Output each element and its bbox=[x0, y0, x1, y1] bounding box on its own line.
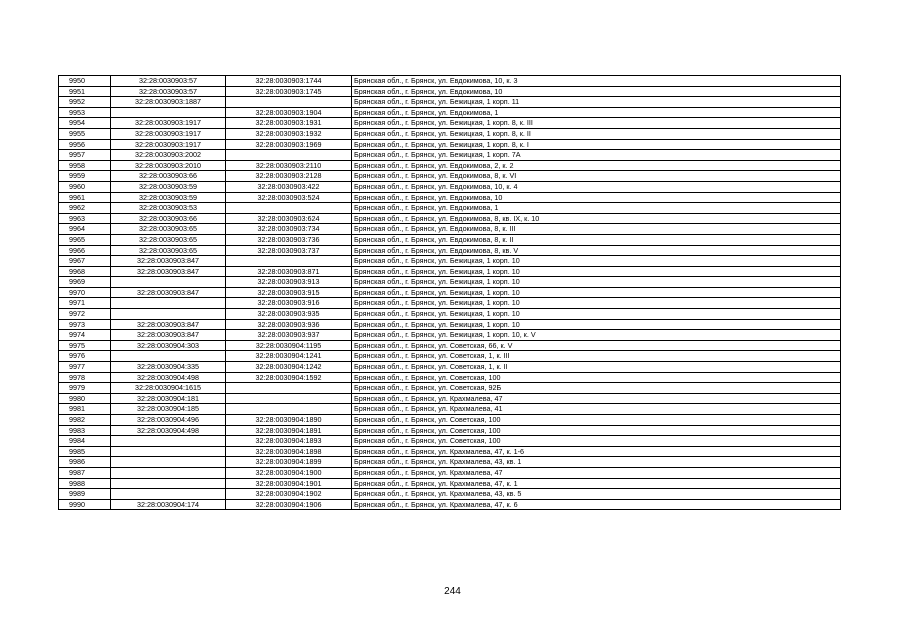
table-row bbox=[59, 171, 841, 182]
object-cadastral-number-cell: 32:28:0030903:737 bbox=[226, 245, 352, 256]
object-cadastral-number-cell: 32:28:0030903:524 bbox=[226, 192, 352, 203]
cadastral-number-cell: 32:28:0030903:57 bbox=[111, 76, 226, 87]
address-cell: Брянская обл., г. Брянск, ул. Евдокимова, 10, к. 4 bbox=[352, 181, 841, 192]
table-row bbox=[59, 478, 841, 489]
table-row bbox=[59, 362, 841, 373]
cadastral-number-cell bbox=[111, 298, 226, 309]
table-row bbox=[59, 203, 841, 214]
address-cell: Брянская обл., г. Брянск, ул. Евдокимова, 8, к. VI bbox=[352, 171, 841, 182]
object-cadastral-number-cell: 32:28:0030903:916 bbox=[226, 298, 352, 309]
row-number-cell: 9953 bbox=[59, 107, 111, 118]
row-number-cell: 9974 bbox=[59, 330, 111, 341]
object-cadastral-number-cell: 32:28:0030903:936 bbox=[226, 319, 352, 330]
object-cadastral-number-cell: 32:28:0030904:1899 bbox=[226, 457, 352, 468]
address-cell: Брянская обл., г. Брянск, ул. Евдокимова, 8, кв. V bbox=[352, 245, 841, 256]
row-number-cell: 9983 bbox=[59, 425, 111, 436]
table-row bbox=[59, 224, 841, 235]
address-cell: Брянская обл., г. Брянск, ул. Евдокимова, 1 bbox=[352, 107, 841, 118]
cadastral-number-cell: 32:28:0030903:1887 bbox=[111, 97, 226, 108]
row-number-cell: 9956 bbox=[59, 139, 111, 150]
row-number-cell: 9955 bbox=[59, 128, 111, 139]
object-cadastral-number-cell: 32:28:0030904:1898 bbox=[226, 446, 352, 457]
object-cadastral-number-cell: 32:28:0030903:1904 bbox=[226, 107, 352, 118]
table-row bbox=[59, 76, 841, 87]
row-number-cell: 9971 bbox=[59, 298, 111, 309]
cadastral-number-cell bbox=[111, 309, 226, 320]
object-cadastral-number-cell: 32:28:0030903:915 bbox=[226, 287, 352, 298]
row-number-cell: 9964 bbox=[59, 224, 111, 235]
table-row bbox=[59, 351, 841, 362]
address-cell: Брянская обл., г. Брянск, ул. Советская, 66, к. V bbox=[352, 340, 841, 351]
cadastral-number-cell bbox=[111, 351, 226, 362]
object-cadastral-number-cell: 32:28:0030903:422 bbox=[226, 181, 352, 192]
address-cell: Брянская обл., г. Брянск, ул. Евдокимова, 1 bbox=[352, 203, 841, 214]
address-cell: Брянская обл., г. Брянск, ул. Крахмалева, 43, кв. 1 bbox=[352, 457, 841, 468]
cadastral-number-cell: 32:28:0030903:57 bbox=[111, 86, 226, 97]
records-table bbox=[58, 75, 841, 510]
table-row bbox=[59, 234, 841, 245]
table-row bbox=[59, 393, 841, 404]
table-row bbox=[59, 213, 841, 224]
cadastral-number-cell: 32:28:0030904:1615 bbox=[111, 383, 226, 394]
row-number-cell: 9965 bbox=[59, 234, 111, 245]
object-cadastral-number-cell bbox=[226, 383, 352, 394]
object-cadastral-number-cell: 32:28:0030904:1902 bbox=[226, 489, 352, 500]
object-cadastral-number-cell: 32:28:0030903:913 bbox=[226, 277, 352, 288]
table-row bbox=[59, 192, 841, 203]
table-row bbox=[59, 298, 841, 309]
cadastral-number-cell: 32:28:0030903:65 bbox=[111, 234, 226, 245]
cadastral-number-cell: 32:28:0030904:174 bbox=[111, 499, 226, 510]
cadastral-number-cell: 32:28:0030903:1917 bbox=[111, 139, 226, 150]
address-cell: Брянская обл., г. Брянск, ул. Бежицкая, 1 корп. 7А bbox=[352, 150, 841, 161]
object-cadastral-number-cell: 32:28:0030903:2110 bbox=[226, 160, 352, 171]
row-number-cell: 9959 bbox=[59, 171, 111, 182]
object-cadastral-number-cell: 32:28:0030903:736 bbox=[226, 234, 352, 245]
table-row bbox=[59, 245, 841, 256]
cadastral-number-cell bbox=[111, 489, 226, 500]
address-cell: Брянская обл., г. Брянск, ул. Евдокимова, 8, кв. IX, к. 10 bbox=[352, 213, 841, 224]
table-row bbox=[59, 287, 841, 298]
cadastral-number-cell: 32:28:0030903:65 bbox=[111, 245, 226, 256]
object-cadastral-number-cell: 32:28:0030904:1891 bbox=[226, 425, 352, 436]
object-cadastral-number-cell bbox=[226, 97, 352, 108]
row-number-cell: 9988 bbox=[59, 478, 111, 489]
row-number-cell: 9977 bbox=[59, 362, 111, 373]
row-number-cell: 9985 bbox=[59, 446, 111, 457]
address-cell: Брянская обл., г. Брянск, ул. Советская, 100 bbox=[352, 372, 841, 383]
table-row bbox=[59, 86, 841, 97]
table-row bbox=[59, 150, 841, 161]
table-row bbox=[59, 467, 841, 478]
address-cell: Брянская обл., г. Брянск, ул. Крахмалева, 47, к. 1-6 bbox=[352, 446, 841, 457]
object-cadastral-number-cell bbox=[226, 404, 352, 415]
row-number-cell: 9976 bbox=[59, 351, 111, 362]
table-row bbox=[59, 97, 841, 108]
table-row bbox=[59, 404, 841, 415]
object-cadastral-number-cell: 32:28:0030903:1745 bbox=[226, 86, 352, 97]
cadastral-number-cell: 32:28:0030904:496 bbox=[111, 415, 226, 426]
address-cell: Брянская обл., г. Брянск, ул. Крахмалева, 43, кв. 5 bbox=[352, 489, 841, 500]
cadastral-number-cell bbox=[111, 107, 226, 118]
records-table-body bbox=[59, 76, 841, 510]
cadastral-number-cell: 32:28:0030903:53 bbox=[111, 203, 226, 214]
address-cell: Брянская обл., г. Брянск, ул. Бежицкая, 1 корп. 10 bbox=[352, 266, 841, 277]
table-row bbox=[59, 181, 841, 192]
cadastral-number-cell: 32:28:0030903:847 bbox=[111, 266, 226, 277]
address-cell: Брянская обл., г. Брянск, ул. Евдокимова, 10, к. 3 bbox=[352, 76, 841, 87]
cadastral-number-cell: 32:28:0030904:498 bbox=[111, 425, 226, 436]
object-cadastral-number-cell: 32:28:0030904:1195 bbox=[226, 340, 352, 351]
row-number-cell: 9968 bbox=[59, 266, 111, 277]
table-row bbox=[59, 266, 841, 277]
address-cell: Брянская обл., г. Брянск, ул. Крахмалева, 41 bbox=[352, 404, 841, 415]
page-number: 244 bbox=[444, 586, 461, 597]
object-cadastral-number-cell: 32:28:0030903:871 bbox=[226, 266, 352, 277]
object-cadastral-number-cell: 32:28:0030903:1931 bbox=[226, 118, 352, 129]
row-number-cell: 9951 bbox=[59, 86, 111, 97]
table-row bbox=[59, 118, 841, 129]
row-number-cell: 9963 bbox=[59, 213, 111, 224]
row-number-cell: 9962 bbox=[59, 203, 111, 214]
cadastral-number-cell: 32:28:0030903:59 bbox=[111, 192, 226, 203]
table-row bbox=[59, 340, 841, 351]
address-cell: Брянская обл., г. Брянск, ул. Бежицкая, 1 корп. 8, к. I bbox=[352, 139, 841, 150]
row-number-cell: 9973 bbox=[59, 319, 111, 330]
row-number-cell: 9987 bbox=[59, 467, 111, 478]
cadastral-number-cell bbox=[111, 467, 226, 478]
address-cell: Брянская обл., г. Брянск, ул. Евдокимова, 2, к. 2 bbox=[352, 160, 841, 171]
object-cadastral-number-cell: 32:28:0030904:1890 bbox=[226, 415, 352, 426]
row-number-cell: 9969 bbox=[59, 277, 111, 288]
cadastral-number-cell bbox=[111, 446, 226, 457]
cadastral-number-cell: 32:28:0030904:181 bbox=[111, 393, 226, 404]
row-number-cell: 9978 bbox=[59, 372, 111, 383]
object-cadastral-number-cell: 32:28:0030903:1969 bbox=[226, 139, 352, 150]
address-cell: Брянская обл., г. Брянск, ул. Крахмалева, 47, к. 6 bbox=[352, 499, 841, 510]
row-number-cell: 9961 bbox=[59, 192, 111, 203]
table-row bbox=[59, 415, 841, 426]
cadastral-number-cell: 32:28:0030903:66 bbox=[111, 171, 226, 182]
row-number-cell: 9967 bbox=[59, 256, 111, 267]
row-number-cell: 9954 bbox=[59, 118, 111, 129]
table-row bbox=[59, 330, 841, 341]
address-cell: Брянская обл., г. Брянск, ул. Советская, 100 bbox=[352, 425, 841, 436]
table-row bbox=[59, 160, 841, 171]
cadastral-number-cell: 32:28:0030904:185 bbox=[111, 404, 226, 415]
address-cell: Брянская обл., г. Брянск, ул. Советская, 100 bbox=[352, 415, 841, 426]
table-row bbox=[59, 425, 841, 436]
table-row bbox=[59, 372, 841, 383]
address-cell: Брянская обл., г. Брянск, ул. Евдокимова, 10 bbox=[352, 192, 841, 203]
table-row bbox=[59, 446, 841, 457]
object-cadastral-number-cell: 32:28:0030904:1242 bbox=[226, 362, 352, 373]
cadastral-number-cell bbox=[111, 478, 226, 489]
object-cadastral-number-cell: 32:28:0030903:937 bbox=[226, 330, 352, 341]
cadastral-number-cell: 32:28:0030903:847 bbox=[111, 319, 226, 330]
address-cell: Брянская обл., г. Брянск, ул. Бежицкая, 1 корп. 11 bbox=[352, 97, 841, 108]
row-number-cell: 9960 bbox=[59, 181, 111, 192]
row-number-cell: 9950 bbox=[59, 76, 111, 87]
object-cadastral-number-cell bbox=[226, 393, 352, 404]
table-row bbox=[59, 319, 841, 330]
table-row bbox=[59, 383, 841, 394]
object-cadastral-number-cell: 32:28:0030904:1592 bbox=[226, 372, 352, 383]
cadastral-number-cell: 32:28:0030903:2010 bbox=[111, 160, 226, 171]
object-cadastral-number-cell bbox=[226, 150, 352, 161]
row-number-cell: 9986 bbox=[59, 457, 111, 468]
cadastral-number-cell: 32:28:0030903:2002 bbox=[111, 150, 226, 161]
cadastral-number-cell: 32:28:0030903:847 bbox=[111, 287, 226, 298]
address-cell: Брянская обл., г. Брянск, ул. Бежицкая, 1 корп. 10 bbox=[352, 256, 841, 267]
table-row bbox=[59, 128, 841, 139]
cadastral-number-cell: 32:28:0030904:335 bbox=[111, 362, 226, 373]
object-cadastral-number-cell: 32:28:0030903:734 bbox=[226, 224, 352, 235]
address-cell: Брянская обл., г. Брянск, ул. Крахмалева, 47, к. 1 bbox=[352, 478, 841, 489]
table-row bbox=[59, 139, 841, 150]
address-cell: Брянская обл., г. Брянск, ул. Советская, 1, к. II bbox=[352, 362, 841, 373]
row-number-cell: 9952 bbox=[59, 97, 111, 108]
row-number-cell: 9981 bbox=[59, 404, 111, 415]
address-cell: Брянская обл., г. Брянск, ул. Крахмалева, 47 bbox=[352, 467, 841, 478]
address-cell: Брянская обл., г. Брянск, ул. Евдокимова, 8, к. III bbox=[352, 224, 841, 235]
address-cell: Брянская обл., г. Брянск, ул. Бежицкая, 1 корп. 10, к. V bbox=[352, 330, 841, 341]
cadastral-number-cell bbox=[111, 436, 226, 447]
object-cadastral-number-cell: 32:28:0030904:1906 bbox=[226, 499, 352, 510]
address-cell: Брянская обл., г. Брянск, ул. Бежицкая, 1 корп. 10 bbox=[352, 309, 841, 320]
row-number-cell: 9966 bbox=[59, 245, 111, 256]
row-number-cell: 9984 bbox=[59, 436, 111, 447]
cadastral-number-cell: 32:28:0030903:1917 bbox=[111, 128, 226, 139]
row-number-cell: 9989 bbox=[59, 489, 111, 500]
address-cell: Брянская обл., г. Брянск, ул. Советская, 100 bbox=[352, 436, 841, 447]
table-row bbox=[59, 309, 841, 320]
object-cadastral-number-cell: 32:28:0030903:1932 bbox=[226, 128, 352, 139]
table-row bbox=[59, 457, 841, 468]
object-cadastral-number-cell: 32:28:0030903:935 bbox=[226, 309, 352, 320]
address-cell: Брянская обл., г. Брянск, ул. Бежицкая, 1 корп. 10 bbox=[352, 287, 841, 298]
object-cadastral-number-cell bbox=[226, 203, 352, 214]
row-number-cell: 9972 bbox=[59, 309, 111, 320]
address-cell: Брянская обл., г. Брянск, ул. Бежицкая, 1 корп. 8, к. II bbox=[352, 128, 841, 139]
address-cell: Брянская обл., г. Брянск, ул. Евдокимова, 10 bbox=[352, 86, 841, 97]
row-number-cell: 9982 bbox=[59, 415, 111, 426]
row-number-cell: 9975 bbox=[59, 340, 111, 351]
object-cadastral-number-cell: 32:28:0030903:624 bbox=[226, 213, 352, 224]
address-cell: Брянская обл., г. Брянск, ул. Бежицкая, 1 корп. 10 bbox=[352, 277, 841, 288]
object-cadastral-number-cell: 32:28:0030903:1744 bbox=[226, 76, 352, 87]
object-cadastral-number-cell: 32:28:0030904:1900 bbox=[226, 467, 352, 478]
table-row bbox=[59, 489, 841, 500]
object-cadastral-number-cell: 32:28:0030904:1901 bbox=[226, 478, 352, 489]
row-number-cell: 9980 bbox=[59, 393, 111, 404]
table-row bbox=[59, 436, 841, 447]
object-cadastral-number-cell: 32:28:0030904:1893 bbox=[226, 436, 352, 447]
row-number-cell: 9957 bbox=[59, 150, 111, 161]
table-row bbox=[59, 107, 841, 118]
address-cell: Брянская обл., г. Брянск, ул. Бежицкая, 1 корп. 8, к. III bbox=[352, 118, 841, 129]
address-cell: Брянская обл., г. Брянск, ул. Бежицкая, 1 корп. 10 bbox=[352, 319, 841, 330]
address-cell: Брянская обл., г. Брянск, ул. Крахмалева, 47 bbox=[352, 393, 841, 404]
address-cell: Брянская обл., г. Брянск, ул. Советская, 92Б bbox=[352, 383, 841, 394]
cadastral-number-cell: 32:28:0030903:65 bbox=[111, 224, 226, 235]
table-row bbox=[59, 277, 841, 288]
cadastral-number-cell: 32:28:0030903:1917 bbox=[111, 118, 226, 129]
object-cadastral-number-cell: 32:28:0030903:2128 bbox=[226, 171, 352, 182]
object-cadastral-number-cell bbox=[226, 256, 352, 267]
cadastral-number-cell: 32:28:0030903:66 bbox=[111, 213, 226, 224]
row-number-cell: 9958 bbox=[59, 160, 111, 171]
cadastral-number-cell: 32:28:0030903:847 bbox=[111, 330, 226, 341]
row-number-cell: 9970 bbox=[59, 287, 111, 298]
cadastral-number-cell: 32:28:0030904:303 bbox=[111, 340, 226, 351]
row-number-cell: 9979 bbox=[59, 383, 111, 394]
address-cell: Брянская обл., г. Брянск, ул. Евдокимова, 8, к. II bbox=[352, 234, 841, 245]
table-row bbox=[59, 499, 841, 510]
table-row bbox=[59, 256, 841, 267]
row-number-cell: 9990 bbox=[59, 499, 111, 510]
cadastral-number-cell: 32:28:0030903:847 bbox=[111, 256, 226, 267]
cadastral-number-cell bbox=[111, 457, 226, 468]
cadastral-number-cell: 32:28:0030903:59 bbox=[111, 181, 226, 192]
cadastral-number-cell bbox=[111, 277, 226, 288]
address-cell: Брянская обл., г. Брянск, ул. Советская, 1, к. III bbox=[352, 351, 841, 362]
cadastral-number-cell: 32:28:0030904:498 bbox=[111, 372, 226, 383]
object-cadastral-number-cell: 32:28:0030904:1241 bbox=[226, 351, 352, 362]
address-cell: Брянская обл., г. Брянск, ул. Бежицкая, 1 корп. 10 bbox=[352, 298, 841, 309]
